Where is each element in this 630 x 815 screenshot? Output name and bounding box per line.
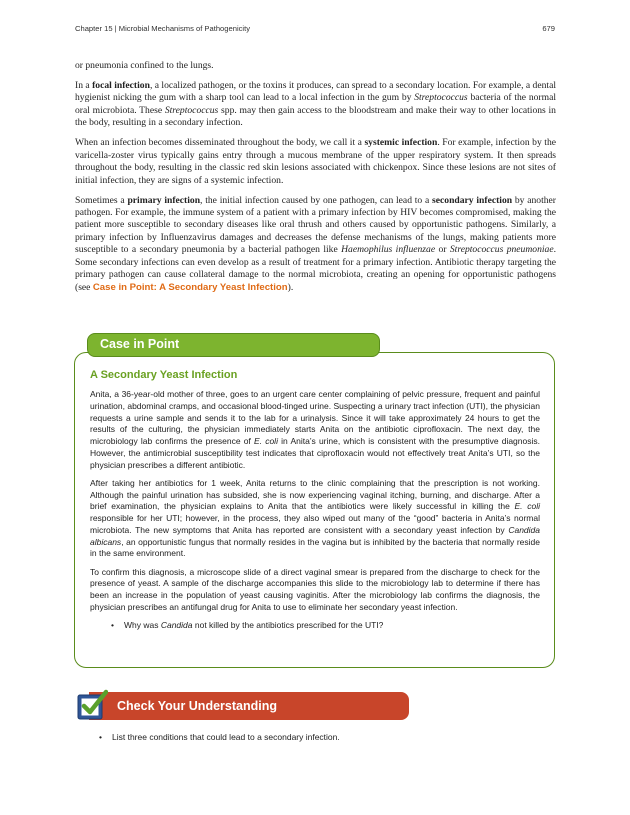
running-header	[75, 24, 555, 33]
case-in-point-link[interactable]: Case in Point: A Secondary Yeast Infection	[92, 281, 288, 293]
case-questions	[90, 620, 540, 632]
case-in-point-text	[90, 389, 540, 632]
key-term: focal infection	[92, 79, 150, 91]
case-paragraph: To confirm this diagnosis, a microscope slide of a direct vaginal smear is prepared from the discharge to check for the presence of yeast. A sample of the discharge accompanies this slide to the microbiology lab to determine if there has been an increase in the population of yeast causing vaginitis. After the microbiology lab confirms the diagnosis, the physician prescribes an antifungal drug for Anita to use to eliminate her secondary yeast infection.	[90, 566, 540, 612]
case-in-point-title: A Secondary Yeast Infection	[90, 369, 238, 381]
case-in-point-tab: Case in Point	[87, 333, 380, 357]
page-number: 679	[542, 24, 555, 33]
key-term: secondary infection	[432, 194, 513, 206]
case-paragraph: After taking her antibiotics for 1 week, Anita returns to the clinic complaining that the prescription is not working. Although the painful urination has subsided, she is now experiencing vaginal itching, burning, and discharge. After a brief examination, the physician explains to Anita that the antibiotics were likely successful in killing the E. coli responsible for her UTI; however, in the process, they also wiped out many of the “good” bacteria in Anita’s normal microbiota. The new symptoms that Anita has reported are consistent with a secondary yeast infection by Candida albicans, an opportunistic fungus that normally resides in the vagina but is inhibited by the bacteria that normally reside in the same environment.	[90, 477, 540, 559]
checkbox-check-icon	[77, 689, 108, 720]
paragraph-focal-infection: In a focal infection, a localized pathogen, or the toxins it produces, can spread to a secondary location. For example, a dental hygienist nicking the gum with a sharp tool can lead to a local infection in the gum by Streptococcus bacteria of the normal oral microbiota. These Streptococcus spp. may then gain access to the bloodstream and make their way to other locations in the body, resulting in a secondary infection.	[75, 79, 557, 129]
check-understanding-list	[78, 732, 548, 744]
list-item: • List three conditions that could lead to a secondary infection.	[96, 732, 548, 744]
paragraph: or pneumonia confined to the lungs.	[75, 60, 214, 71]
check-your-understanding-banner: Check Your Understanding	[89, 692, 409, 720]
case-question: • Why was Candida not killed by the antibiotics prescribed for the UTI?	[108, 620, 540, 632]
chapter-title: Chapter 15 | Microbial Mechanisms of Pathogenicity	[75, 24, 251, 33]
key-term: primary infection	[127, 194, 201, 206]
paragraph-systemic-infection: When an infection becomes disseminated throughout the body, we call it a systemic infection. For example, infection by the varicella-zoster virus typically gains entry through a mucous membrane of the upper respiratory system. It then spreads throughout the body, resulting in the classic red skin lesions associated with chickenpox. Since these lesions are not sites of initial infection, they are signs of a systemic infection.	[75, 137, 556, 186]
case-paragraph: Anita, a 36-year-old mother of three, goes to an urgent care center complaining of pelvic pressure, frequent and painful urination, abdominal cramps, and occasional blood-tinged urine. Suspecting a urinary tract infection (UTI), the physician requests a urine sample and sends it to the lab for a urinalysis. Since it will take approximately 24 hours to get the results of the culturing, the physician immediately starts Anita on the antibiotic ciprofloxacin. The next day, the microbiology lab confirms the presence of E. coli in Anita’s urine, which is consistent with the presumptive diagnosis. However, the antimicrobial susceptibility test indicates that ciprofloxacin would not effectively treat Anita’s UTI, so the physician prescribes a different antibiotic.	[90, 389, 540, 470]
main-text	[75, 60, 556, 302]
paragraph-secondary-infection: Sometimes a primary infection, the initial infection caused by one pathogen, can lead to a secondary infection by another pathogen. For example, the immune system of a patient with a primary infection by HIV becomes compromised, making the patient more susceptible to secondary diseases like oral thrush and others caused by opportunistic pathogens. Similarly, a primary infection by Influenzavirus damages and decreases the defense mechanisms of the lungs, making patients more susceptible to a secondary pneumonia by a bacterial pathogen like Haemophilus influenzae or Streptococcus pneumoniae. Some secondary infections can even develop as a result of treatment for a primary infection. Antibiotic therapy targeting the primary pathogen can cause collateral damage to the normal microbiota, creating an opening for opportunistic pathogens (see Case in Point: A Secondary Yeast Infection).	[75, 194, 556, 293]
key-term: systemic infection	[364, 137, 438, 149]
